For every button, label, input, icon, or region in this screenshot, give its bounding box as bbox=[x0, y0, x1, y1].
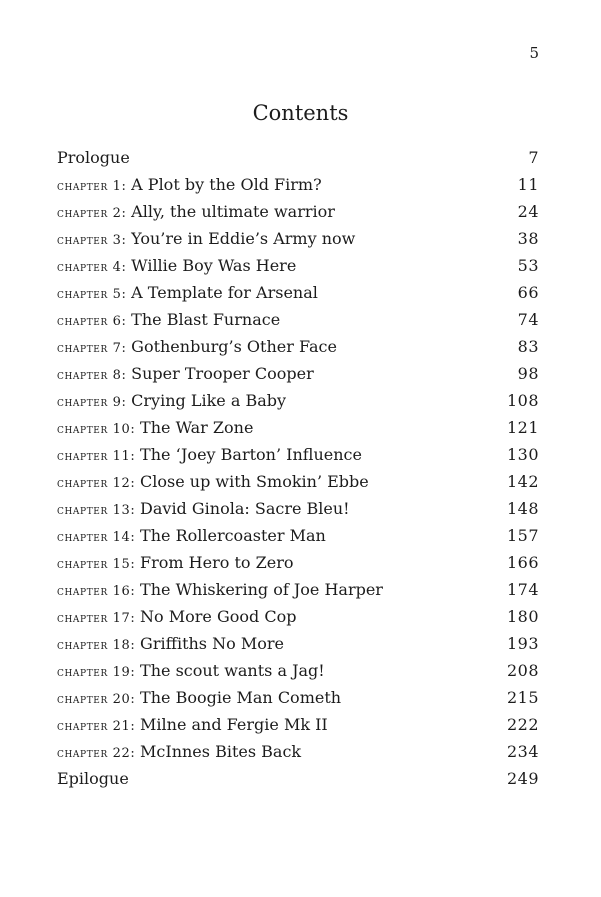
chapter-title: No More Good Cop bbox=[140, 607, 297, 626]
toc-entry-label bbox=[57, 414, 253, 441]
table-of-contents bbox=[57, 144, 539, 792]
chapter-prefix: chapter 18: bbox=[57, 638, 141, 653]
toc-entry bbox=[57, 630, 539, 657]
toc-entry bbox=[57, 171, 539, 198]
chapter-prefix: chapter 19: bbox=[57, 665, 141, 680]
toc-page-number: 148 bbox=[506, 499, 539, 518]
chapter-title: Epilogue bbox=[57, 769, 129, 788]
chapter-title: The Boogie Man Cometh bbox=[140, 688, 342, 707]
chapter-title: A Plot by the Old Firm? bbox=[131, 175, 322, 194]
toc-page-number: 249 bbox=[506, 769, 539, 788]
toc-entry bbox=[57, 468, 539, 495]
chapter-title: Prologue bbox=[57, 148, 130, 167]
chapter-prefix: chapter 7: bbox=[57, 341, 132, 356]
chapter-prefix: chapter 2: bbox=[57, 206, 132, 221]
chapter-title: The Blast Furnace bbox=[131, 310, 281, 329]
toc-entry-label bbox=[57, 252, 296, 279]
toc-page-number: 74 bbox=[517, 310, 539, 329]
chapter-title: Close up with Smokin’ Ebbe bbox=[140, 472, 369, 491]
toc-entry bbox=[57, 522, 539, 549]
chapter-prefix: chapter 14: bbox=[57, 530, 141, 545]
chapter-prefix: chapter 9: bbox=[57, 395, 132, 410]
chapter-title: The ‘Joey Barton’ Influence bbox=[140, 445, 362, 464]
chapter-title: Willie Boy Was Here bbox=[131, 256, 297, 275]
toc-page-number: 180 bbox=[506, 607, 539, 626]
chapter-title: Crying Like a Baby bbox=[131, 391, 287, 410]
toc-entry bbox=[57, 549, 539, 576]
toc-entry bbox=[57, 738, 539, 765]
toc-page-number: 66 bbox=[517, 283, 539, 302]
toc-page-number: 174 bbox=[506, 580, 539, 599]
chapter-prefix: chapter 8: bbox=[57, 368, 132, 383]
chapter-prefix: chapter 1: bbox=[57, 179, 132, 194]
chapter-title: The Rollercoaster Man bbox=[140, 526, 326, 545]
toc-entry bbox=[57, 684, 539, 711]
toc-page-number: 193 bbox=[506, 634, 539, 653]
toc-entry bbox=[57, 225, 539, 252]
toc-entry-label bbox=[57, 306, 280, 333]
toc-entry-label bbox=[57, 198, 335, 225]
toc-entry-label bbox=[57, 549, 293, 576]
toc-entry-label bbox=[57, 333, 337, 360]
chapter-prefix: chapter 3: bbox=[57, 233, 132, 248]
toc-page-number: 83 bbox=[517, 337, 539, 356]
toc-entry-label bbox=[57, 387, 286, 414]
chapter-title: Ally, the ultimate warrior bbox=[131, 202, 335, 221]
chapter-title: Gothenburg’s Other Face bbox=[131, 337, 337, 356]
chapter-title: Griffiths No More bbox=[140, 634, 284, 653]
chapter-prefix: chapter 20: bbox=[57, 692, 141, 707]
toc-entry-label bbox=[57, 171, 322, 198]
chapter-prefix: chapter 13: bbox=[57, 503, 141, 518]
toc-entry bbox=[57, 414, 539, 441]
page-number: 5 bbox=[529, 44, 539, 62]
chapter-title: A Template for Arsenal bbox=[131, 283, 318, 302]
chapter-title: David Ginola: Sacre Bleu! bbox=[140, 499, 350, 518]
toc-page-number: 208 bbox=[506, 661, 539, 680]
toc-entry-label bbox=[57, 657, 325, 684]
chapter-prefix: chapter 15: bbox=[57, 557, 141, 572]
chapter-title: From Hero to Zero bbox=[140, 553, 294, 572]
chapter-prefix: chapter 10: bbox=[57, 422, 141, 437]
chapter-prefix: chapter 16: bbox=[57, 584, 141, 599]
toc-entry-label bbox=[57, 441, 362, 468]
toc-page-number: 11 bbox=[517, 175, 539, 194]
toc-page-number: 108 bbox=[506, 391, 539, 410]
toc-entry bbox=[57, 603, 539, 630]
toc-entry-label bbox=[57, 522, 326, 549]
toc-entry bbox=[57, 360, 539, 387]
toc-entry bbox=[57, 144, 539, 171]
chapter-title: Super Trooper Cooper bbox=[131, 364, 314, 383]
chapter-prefix: chapter 21: bbox=[57, 719, 141, 734]
toc-entry bbox=[57, 198, 539, 225]
toc-page-number: 166 bbox=[506, 553, 539, 572]
toc-entry-label bbox=[57, 279, 318, 306]
toc-page-number: 121 bbox=[506, 418, 539, 437]
toc-entry bbox=[57, 495, 539, 522]
toc-entry-label bbox=[57, 360, 314, 387]
toc-page-number: 38 bbox=[517, 229, 539, 248]
chapter-prefix: chapter 17: bbox=[57, 611, 141, 626]
toc-entry-label bbox=[57, 468, 369, 495]
toc-entry-label bbox=[57, 225, 355, 252]
toc-entry bbox=[57, 387, 539, 414]
chapter-title: You’re in Eddie’s Army now bbox=[131, 229, 356, 248]
toc-page-number: 7 bbox=[528, 148, 539, 167]
toc-page-number: 157 bbox=[506, 526, 539, 545]
toc-entry-label bbox=[57, 738, 301, 765]
toc-entry-label bbox=[57, 684, 341, 711]
toc-entry-label bbox=[57, 144, 130, 171]
toc-page-number: 142 bbox=[506, 472, 539, 491]
toc-entry-label bbox=[57, 711, 328, 738]
chapter-prefix: chapter 4: bbox=[57, 260, 132, 275]
chapter-title: The War Zone bbox=[140, 418, 254, 437]
toc-page-number: 98 bbox=[517, 364, 539, 383]
chapter-prefix: chapter 6: bbox=[57, 314, 132, 329]
toc-entry bbox=[57, 711, 539, 738]
chapter-prefix: chapter 12: bbox=[57, 476, 141, 491]
toc-entry bbox=[57, 252, 539, 279]
page-title: Contents bbox=[252, 101, 349, 125]
toc-page-number: 215 bbox=[506, 688, 539, 707]
toc-entry-label bbox=[57, 603, 296, 630]
toc-entry-label bbox=[57, 765, 129, 792]
toc-entry-label bbox=[57, 495, 350, 522]
toc-entry bbox=[57, 306, 539, 333]
chapter-prefix: chapter 11: bbox=[57, 449, 141, 464]
toc-entry-label bbox=[57, 576, 383, 603]
chapter-prefix: chapter 22: bbox=[57, 746, 141, 761]
chapter-title: The Whiskering of Joe Harper bbox=[140, 580, 383, 599]
toc-page-number: 222 bbox=[506, 715, 539, 734]
toc-page-number: 130 bbox=[506, 445, 539, 464]
chapter-title: Milne and Fergie Mk II bbox=[140, 715, 328, 734]
chapter-title: The scout wants a Jag! bbox=[140, 661, 325, 680]
toc-entry bbox=[57, 333, 539, 360]
toc-entry bbox=[57, 765, 539, 792]
toc-page-number: 53 bbox=[517, 256, 539, 275]
toc-entry bbox=[57, 441, 539, 468]
toc-entry bbox=[57, 279, 539, 306]
chapter-title: McInnes Bites Back bbox=[140, 742, 302, 761]
toc-page-number: 24 bbox=[517, 202, 539, 221]
chapter-prefix: chapter 5: bbox=[57, 287, 132, 302]
toc-entry bbox=[57, 657, 539, 684]
toc-entry bbox=[57, 576, 539, 603]
toc-page-number: 234 bbox=[506, 742, 539, 761]
toc-entry-label bbox=[57, 630, 284, 657]
